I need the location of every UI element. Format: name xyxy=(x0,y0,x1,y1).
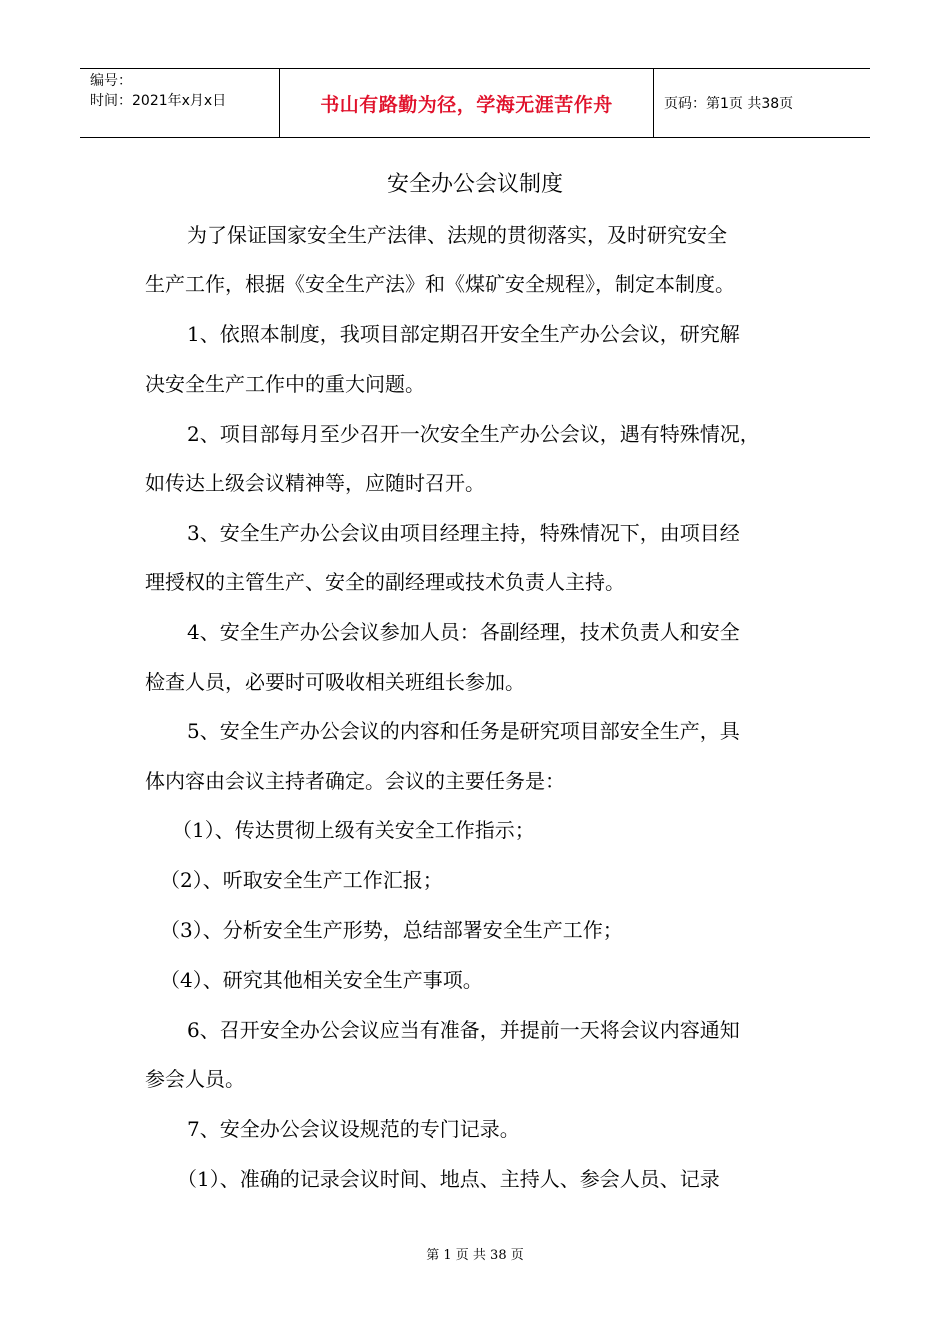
body-line: 参会人员。 xyxy=(145,1067,245,1091)
body-line: 检查人员，必要时可吸收相关班组长参加。 xyxy=(145,670,525,694)
body-line: （1）、准确的记录会议时间、地点、主持人、参会人员、记录 xyxy=(177,1167,720,1191)
body-line: 理授权的主管生产、安全的副经理或技术负责人主持。 xyxy=(145,570,625,594)
body-line: 3、安全生产办公会议由项目经理主持，特殊情况下，由项目经 xyxy=(187,521,740,545)
body-line: 1、依照本制度，我项目部定期召开安全生产办公会议，研究解 xyxy=(187,322,740,346)
document-title: 安全办公会议制度 xyxy=(386,172,563,197)
page-footer: 第 1 页 共 38 页 xyxy=(426,1248,524,1263)
document-time-label: 时间：2021年x月x日 xyxy=(90,93,227,109)
header-motto: 书山有路勤为径，学海无涯苦作舟 xyxy=(320,93,613,116)
body-line: （4）、研究其他相关安全生产事项。 xyxy=(160,968,483,992)
document-number-label: 编号： xyxy=(90,73,132,89)
header-meta xyxy=(80,69,280,137)
body-line: 4、安全生产办公会议参加人员：各副经理，技术负责人和安全 xyxy=(187,620,740,644)
header-page-info-cell xyxy=(654,69,870,137)
body-line: 体内容由会议主持者确定。会议的主要任务是： xyxy=(145,769,565,793)
body-line: 为了保证国家安全生产法律、法规的贯彻落实，及时研究安全 xyxy=(187,223,727,247)
body-line: 5、安全生产办公会议的内容和任务是研究项目部安全生产，具 xyxy=(187,719,740,743)
body-line: （1）、传达贯彻上级有关安全工作指示； xyxy=(172,818,535,842)
body-line: （2）、听取安全生产工作汇报； xyxy=(160,868,443,892)
body-line: 如传达上级会议精神等，应随时召开。 xyxy=(145,471,485,495)
header-page-info: 页码：第1页 共38页 xyxy=(664,96,794,112)
page-header xyxy=(80,68,870,138)
body-line: 2、项目部每月至少召开一次安全生产办公会议，遇有特殊情况， xyxy=(187,422,760,446)
body-line: 生产工作，根据《安全生产法》和《煤矿安全规程》，制定本制度。 xyxy=(145,272,735,296)
body-line: 6、召开安全办公会议应当有准备，并提前一天将会议内容通知 xyxy=(187,1018,740,1042)
body-line: （3）、分析安全生产形势，总结部署安全生产工作； xyxy=(160,918,623,942)
header-motto-cell xyxy=(280,69,654,137)
body-line: 7、安全办公会议设规范的专门记录。 xyxy=(187,1117,520,1141)
body-line: 决安全生产工作中的重大问题。 xyxy=(145,372,425,396)
